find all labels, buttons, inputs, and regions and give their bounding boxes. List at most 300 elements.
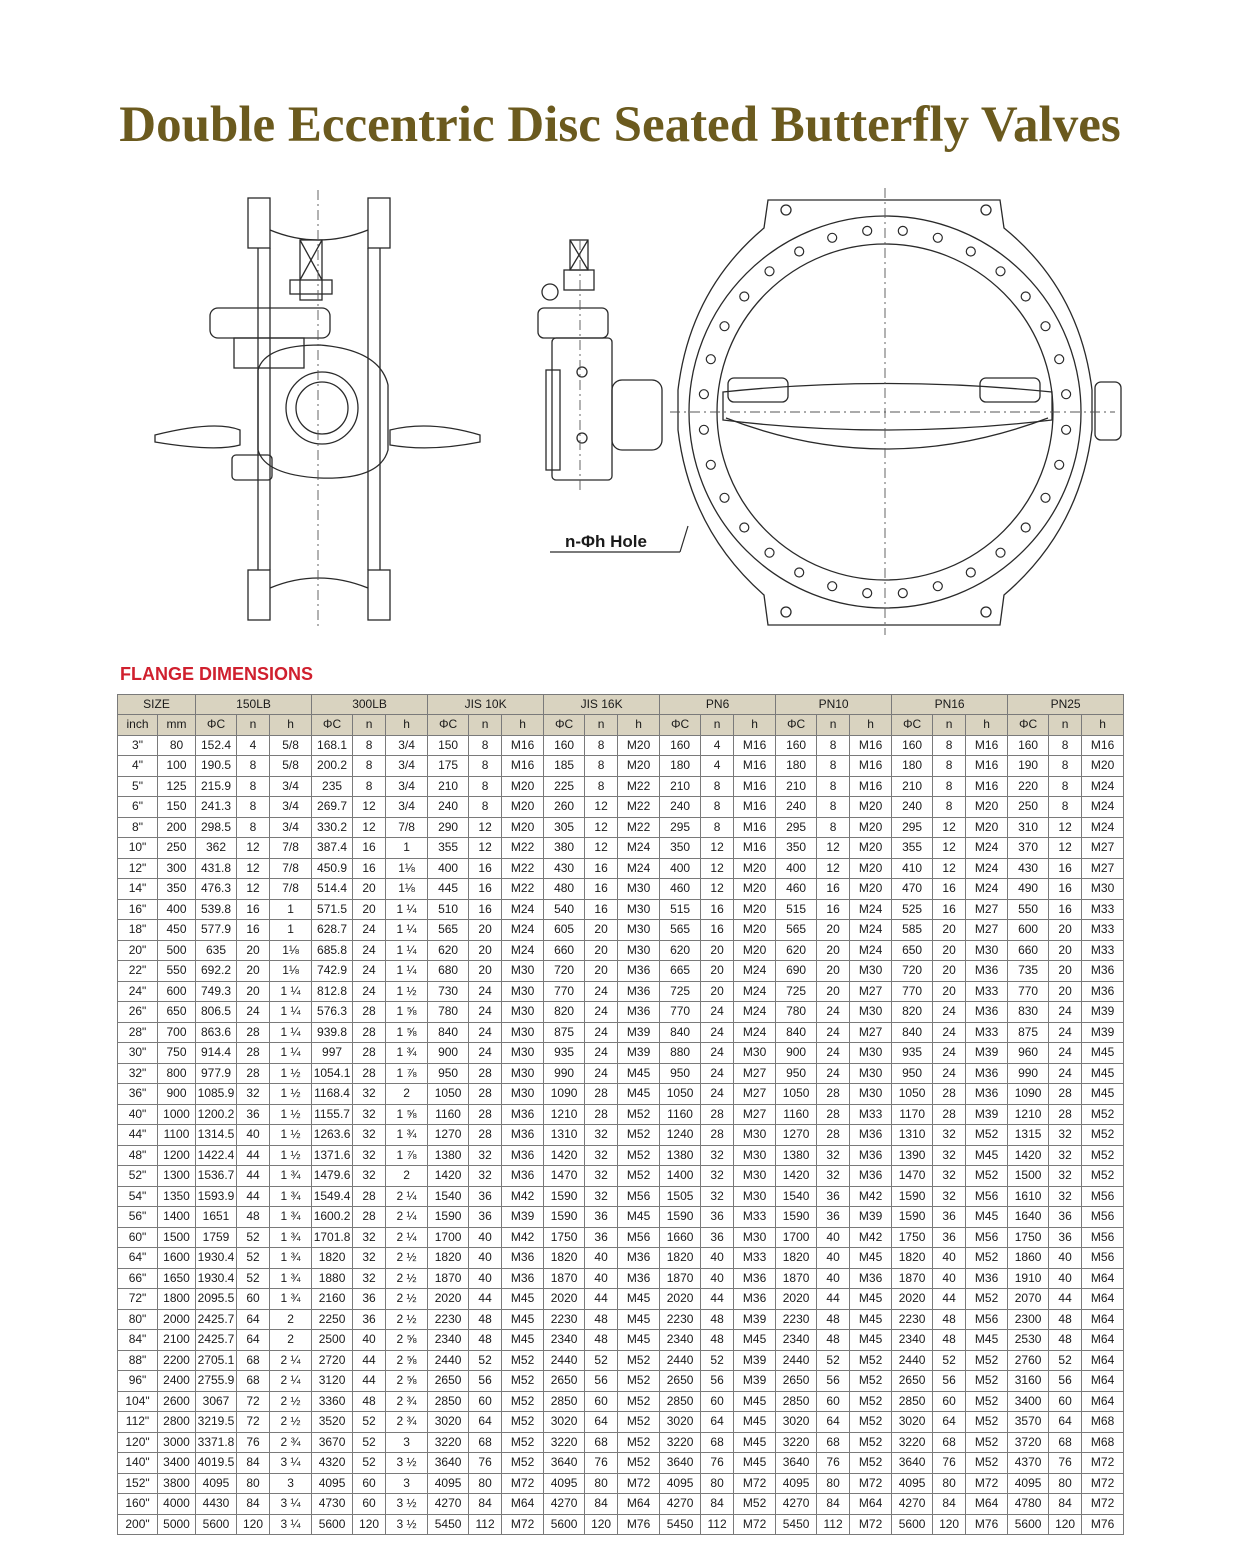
table-cell: 4270 (660, 1494, 701, 1515)
table-cell: 1820 (428, 1248, 469, 1269)
table-cell: 1860 (1008, 1248, 1049, 1269)
table-cell: 4019.5 (196, 1453, 237, 1474)
table-cell: M30 (618, 940, 660, 961)
table-cell: M30 (618, 899, 660, 920)
table-cell: 2650 (544, 1371, 585, 1392)
table-cell: M45 (850, 1248, 892, 1269)
table-cell: 20 (933, 920, 966, 941)
table-cell: 1650 (158, 1268, 196, 1289)
table-cell: 3220 (776, 1432, 817, 1453)
table-cell: 515 (660, 899, 701, 920)
table-cell: 100 (158, 756, 196, 777)
table-cell: 32 (1049, 1125, 1082, 1146)
table-cell: 720 (892, 961, 933, 982)
table-cell: M20 (734, 940, 776, 961)
table-cell: 935 (544, 1043, 585, 1064)
table-cell: 32 (817, 1166, 850, 1187)
table-cell: 3400 (158, 1453, 196, 1474)
table-cell: 16 (817, 879, 850, 900)
table-cell: 350 (158, 879, 196, 900)
table-cell: 36 (469, 1186, 502, 1207)
table-cell: 1085.9 (196, 1084, 237, 1105)
table-cell: 24 (701, 1063, 734, 1084)
table-cell: 840 (428, 1022, 469, 1043)
table-cell: 3640 (428, 1453, 469, 1474)
table-cell: 12 (933, 817, 966, 838)
table-cell: 52 (469, 1350, 502, 1371)
table-cell: 68 (237, 1350, 270, 1371)
table-cell: M30 (850, 1043, 892, 1064)
bolt-hole (720, 493, 729, 502)
bolt-hole (706, 355, 715, 364)
table-cell: 830 (1008, 1002, 1049, 1023)
table-cell: 60 (701, 1391, 734, 1412)
table-cell: 1870 (428, 1268, 469, 1289)
table-cell: 44 (817, 1289, 850, 1310)
table-cell: 24 (469, 1043, 502, 1064)
table-cell: M45 (1082, 1084, 1124, 1105)
table-cell: 1590 (776, 1207, 817, 1228)
table-cell: 80 (585, 1473, 618, 1494)
table-cell: 64 (237, 1309, 270, 1330)
table-cell: 470 (892, 879, 933, 900)
table-cell: 2600 (158, 1391, 196, 1412)
table-cell: 3520 (312, 1412, 353, 1433)
table-cell: 40 (701, 1268, 734, 1289)
group-header: 300LB (312, 695, 428, 715)
table-row (118, 1309, 1124, 1330)
table-cell: M36 (850, 1268, 892, 1289)
table-cell: 5450 (660, 1514, 701, 1535)
table-cell: 20" (118, 940, 158, 961)
table-cell: 1 ⅝ (386, 1104, 428, 1125)
table-cell: 8 (1049, 797, 1082, 818)
table-cell: 150 (158, 797, 196, 818)
table-cell: M27 (1082, 838, 1124, 859)
table-cell: M24 (734, 981, 776, 1002)
table-cell: 120 (237, 1514, 270, 1535)
table-cell: 1820 (892, 1248, 933, 1269)
table-cell: 1200.2 (196, 1104, 237, 1125)
table-cell: 16 (585, 899, 618, 920)
table-cell: 445 (428, 879, 469, 900)
table-cell: 20 (933, 981, 966, 1002)
sub-header: n (933, 715, 966, 736)
table-cell: 2425.7 (196, 1309, 237, 1330)
table-cell: 620 (776, 940, 817, 961)
table-cell: 60 (1049, 1391, 1082, 1412)
table-cell: 36 (469, 1207, 502, 1228)
table-cell: 8 (933, 735, 966, 756)
table-cell: 1160 (428, 1104, 469, 1125)
table-cell: 32 (353, 1268, 386, 1289)
table-cell: 14" (118, 879, 158, 900)
table-cell: M30 (618, 920, 660, 941)
table-cell: 48 (933, 1330, 966, 1351)
table-cell: M72 (734, 1473, 776, 1494)
table-cell: 80" (118, 1309, 158, 1330)
table-cell: 1314.5 (196, 1125, 237, 1146)
table-row (118, 879, 1124, 900)
table-row (118, 1125, 1124, 1146)
table-row (118, 817, 1124, 838)
group-header: JIS 10K (428, 695, 544, 715)
table-cell: M36 (1082, 961, 1124, 982)
table-cell: 28 (353, 1063, 386, 1084)
table-cell: 1590 (428, 1207, 469, 1228)
table-cell: 44 (933, 1289, 966, 1310)
table-cell: M20 (1082, 756, 1124, 777)
table-cell: 20 (701, 981, 734, 1002)
table-cell: M39 (850, 1207, 892, 1228)
table-cell: 240 (428, 797, 469, 818)
table-cell: M20 (850, 838, 892, 859)
bolt-hole (1041, 322, 1050, 331)
table-cell: M16 (850, 776, 892, 797)
table-cell: M36 (1082, 981, 1124, 1002)
table-cell: 36 (1049, 1227, 1082, 1248)
table-cell: 28 (701, 1104, 734, 1125)
table-cell: 900 (428, 1043, 469, 1064)
table-cell: 168.1 (312, 735, 353, 756)
table-cell: 8 (237, 756, 270, 777)
table-cell: M52 (502, 1371, 544, 1392)
table-cell: M52 (966, 1432, 1008, 1453)
table-cell: M52 (850, 1453, 892, 1474)
table-cell: M52 (966, 1350, 1008, 1371)
table-row (118, 1002, 1124, 1023)
table-cell: 295 (660, 817, 701, 838)
table-cell: 68 (237, 1371, 270, 1392)
table-cell: 32 (237, 1084, 270, 1105)
table-row (118, 899, 1124, 920)
table-cell: 2650 (660, 1371, 701, 1392)
table-cell: 7/8 (270, 879, 312, 900)
table-cell: 1200 (158, 1145, 196, 1166)
table-cell: 28 (585, 1084, 618, 1105)
table-cell: M30 (502, 961, 544, 982)
table-cell: M56 (966, 1186, 1008, 1207)
bolt-hole (740, 523, 749, 532)
table-cell: 3 ¼ (270, 1453, 312, 1474)
table-cell: 1090 (1008, 1084, 1049, 1105)
table-cell: 20 (237, 981, 270, 1002)
table-cell: 2440 (892, 1350, 933, 1371)
bolt-hole (795, 568, 804, 577)
table-cell: 2020 (892, 1289, 933, 1310)
table-cell: 3640 (776, 1453, 817, 1474)
table-cell: 355 (892, 838, 933, 859)
table-cell: 40 (353, 1330, 386, 1351)
table-cell: 160 (892, 735, 933, 756)
table-cell: 2230 (428, 1309, 469, 1330)
table-cell: 48 (1049, 1309, 1082, 1330)
table-cell: 3220 (660, 1432, 701, 1453)
group-header: PN6 (660, 695, 776, 715)
table-row (118, 1412, 1124, 1433)
table-cell: 60 (237, 1289, 270, 1310)
table-cell: 28 (237, 1043, 270, 1064)
table-cell: M30 (502, 1022, 544, 1043)
table-cell: 2 ¾ (386, 1391, 428, 1412)
table-cell: M64 (502, 1494, 544, 1515)
table-cell: 48 (817, 1330, 850, 1351)
table-cell: M30 (850, 961, 892, 982)
table-cell: 16 (1049, 899, 1082, 920)
table-cell: 76 (817, 1453, 850, 1474)
group-header: PN16 (892, 695, 1008, 715)
table-cell: 12 (933, 838, 966, 859)
table-cell: M27 (966, 920, 1008, 941)
table-cell: 660 (1008, 940, 1049, 961)
table-row (118, 920, 1124, 941)
table-cell: 305 (544, 817, 585, 838)
table-cell: 1590 (892, 1207, 933, 1228)
table-cell: 40 (1049, 1248, 1082, 1269)
table-cell: 5600 (1008, 1514, 1049, 1535)
table-cell: 1422.4 (196, 1145, 237, 1166)
table-cell: M36 (618, 1002, 660, 1023)
table-cell: 3 ½ (386, 1453, 428, 1474)
table-cell: 300 (158, 858, 196, 879)
table-cell: 20 (817, 961, 850, 982)
sub-header: ΦC (1008, 715, 1049, 736)
table-cell: 460 (776, 879, 817, 900)
sub-header: ΦC (312, 715, 353, 736)
table-cell: M20 (502, 797, 544, 818)
table-cell: M36 (502, 1268, 544, 1289)
table-cell: 1 ¾ (270, 1227, 312, 1248)
table-cell: 8 (933, 797, 966, 818)
table-cell: 24 (353, 940, 386, 961)
bolt-hole (933, 233, 942, 242)
table-cell: 210 (892, 776, 933, 797)
table-cell: M24 (1082, 817, 1124, 838)
table-cell: 2850 (428, 1391, 469, 1412)
group-header: 150LB (196, 695, 312, 715)
table-cell: M30 (734, 1227, 776, 1248)
table-cell: M56 (966, 1309, 1008, 1330)
table-cell: M45 (734, 1412, 776, 1433)
table-cell: 48 (701, 1309, 734, 1330)
table-cell: 400 (660, 858, 701, 879)
table-cell: 32 (1049, 1145, 1082, 1166)
table-cell: M24 (734, 961, 776, 982)
table-cell: M45 (618, 1084, 660, 1105)
table-cell: 735 (1008, 961, 1049, 982)
table-cell: 4 (701, 756, 734, 777)
table-cell: 820 (544, 1002, 585, 1023)
table-cell: 52 (353, 1432, 386, 1453)
table-cell: M36 (966, 961, 1008, 982)
sub-header: h (618, 715, 660, 736)
table-cell: 64 (469, 1412, 502, 1433)
table-cell: 7/8 (270, 858, 312, 879)
bolt-hole (898, 226, 907, 235)
table-cell: 5/8 (270, 735, 312, 756)
table-cell: 1263.6 (312, 1125, 353, 1146)
table-cell: 2 ¼ (386, 1227, 428, 1248)
table-cell: 64 (1049, 1412, 1082, 1433)
table-cell: 28 (469, 1104, 502, 1125)
table-cell: 24" (118, 981, 158, 1002)
table-cell: 32 (469, 1166, 502, 1187)
sub-header: h (502, 715, 544, 736)
table-row (118, 961, 1124, 982)
table-cell: 4270 (428, 1494, 469, 1515)
table-cell: 240 (776, 797, 817, 818)
table-cell: 28 (817, 1084, 850, 1105)
table-cell: 12 (701, 879, 734, 900)
table-cell: 2 ⅝ (386, 1350, 428, 1371)
table-cell: 28 (1049, 1104, 1082, 1125)
table-cell: 8 (1049, 735, 1082, 756)
table-cell: 32" (118, 1063, 158, 1084)
table-cell: 40 (469, 1248, 502, 1269)
table-cell: 12 (1049, 817, 1082, 838)
table-cell: 4270 (776, 1494, 817, 1515)
bolt-hole (720, 322, 729, 331)
table-cell: 20 (817, 981, 850, 1002)
table-cell: 18" (118, 920, 158, 941)
table-cell: M16 (734, 797, 776, 818)
table-cell: M64 (1082, 1371, 1124, 1392)
table-cell: 1 ¼ (386, 920, 428, 941)
table-cell: 2 ½ (386, 1309, 428, 1330)
table-cell: 1 ¾ (270, 1166, 312, 1187)
table-cell: M33 (850, 1104, 892, 1125)
table-cell: 20 (1049, 920, 1082, 941)
table-cell: M20 (734, 920, 776, 941)
table-cell: 8" (118, 817, 158, 838)
table-row (118, 940, 1124, 961)
table-cell: 1050 (428, 1084, 469, 1105)
table-cell: 1 ¾ (386, 1043, 428, 1064)
table-cell: M72 (850, 1473, 892, 1494)
table-cell: 1270 (428, 1125, 469, 1146)
table-cell: 160" (118, 1494, 158, 1515)
table-cell: M45 (618, 1330, 660, 1351)
table-cell: 8 (1049, 776, 1082, 797)
table-row (118, 1494, 1124, 1515)
table-cell: M16 (734, 776, 776, 797)
table-cell: 12 (585, 797, 618, 818)
table-cell: 900 (776, 1043, 817, 1064)
table-cell: 44 (469, 1289, 502, 1310)
table-cell: 60 (353, 1494, 386, 1515)
sub-header: n (1049, 715, 1082, 736)
table-cell: 1750 (892, 1227, 933, 1248)
table-cell: 4095 (196, 1473, 237, 1494)
table-cell: M36 (966, 1084, 1008, 1105)
table-cell: 1590 (892, 1186, 933, 1207)
table-cell: 8 (933, 776, 966, 797)
table-cell: 4095 (892, 1473, 933, 1494)
table-cell: 20 (817, 940, 850, 961)
table-cell: M39 (734, 1371, 776, 1392)
table-cell: M36 (618, 961, 660, 982)
table-cell: M36 (966, 1002, 1008, 1023)
table-cell: 200.2 (312, 756, 353, 777)
table-cell: M64 (966, 1494, 1008, 1515)
table-cell: 1420 (428, 1166, 469, 1187)
table-row (118, 1391, 1124, 1412)
table-cell: M20 (618, 756, 660, 777)
table-cell: 1870 (660, 1268, 701, 1289)
table-cell: 1820 (544, 1248, 585, 1269)
table-cell: 2425.7 (196, 1330, 237, 1351)
table-cell: M16 (1082, 735, 1124, 756)
table-cell: 2020 (544, 1289, 585, 1310)
table-cell: 1750 (544, 1227, 585, 1248)
table-cell: 28 (353, 1186, 386, 1207)
table-cell: 3640 (892, 1453, 933, 1474)
bolt-hole (996, 548, 1005, 557)
table-cell: 2 ½ (386, 1289, 428, 1310)
table-cell: M68 (1082, 1432, 1124, 1453)
table-cell: 2850 (660, 1391, 701, 1412)
table-cell: 914.4 (196, 1043, 237, 1064)
group-header: PN25 (1008, 695, 1124, 715)
table-cell: M27 (966, 899, 1008, 920)
table-cell: 64 (817, 1412, 850, 1433)
bolt-hole (1055, 355, 1064, 364)
table-cell: 220 (1008, 776, 1049, 797)
table-cell: 32 (353, 1145, 386, 1166)
table-cell: M45 (618, 1063, 660, 1084)
table-cell: 431.8 (196, 858, 237, 879)
table-cell: 24 (353, 920, 386, 941)
table-cell: 780 (776, 1002, 817, 1023)
table-cell: 28 (817, 1125, 850, 1146)
table-cell: 1 ¼ (386, 940, 428, 961)
table-cell: M64 (1082, 1391, 1124, 1412)
table-cell: 40 (469, 1268, 502, 1289)
table-cell: 20 (1049, 940, 1082, 961)
table-cell: 400 (776, 858, 817, 879)
table-cell: 8 (353, 735, 386, 756)
table-cell: 28 (353, 1022, 386, 1043)
table-cell: 1536.7 (196, 1166, 237, 1187)
table-cell: 1⅛ (270, 940, 312, 961)
table-cell: 2650 (428, 1371, 469, 1392)
table-cell: M39 (618, 1043, 660, 1064)
bolt-hole (966, 568, 975, 577)
sub-header: h (1082, 715, 1124, 736)
table-cell: 3/4 (386, 756, 428, 777)
table-cell: M30 (1082, 879, 1124, 900)
table-cell: 460 (660, 879, 701, 900)
table-cell: 32 (585, 1186, 618, 1207)
table-cell: 52" (118, 1166, 158, 1187)
bolt-hole (898, 589, 907, 598)
table-cell: 1600.2 (312, 1207, 353, 1228)
table-cell: 84" (118, 1330, 158, 1351)
table-cell: 1380 (776, 1145, 817, 1166)
table-cell: 990 (1008, 1063, 1049, 1084)
table-cell: M30 (734, 1186, 776, 1207)
table-cell: 24 (817, 1063, 850, 1084)
table-cell: 1350 (158, 1186, 196, 1207)
table-cell: 2 ¼ (270, 1350, 312, 1371)
table-cell: 1610 (1008, 1186, 1049, 1207)
table-cell: 12 (237, 838, 270, 859)
table-cell: M45 (966, 1330, 1008, 1351)
table-cell: 16 (353, 858, 386, 879)
table-cell: 1380 (428, 1145, 469, 1166)
table-cell: 510 (428, 899, 469, 920)
table-cell: 476.3 (196, 879, 237, 900)
